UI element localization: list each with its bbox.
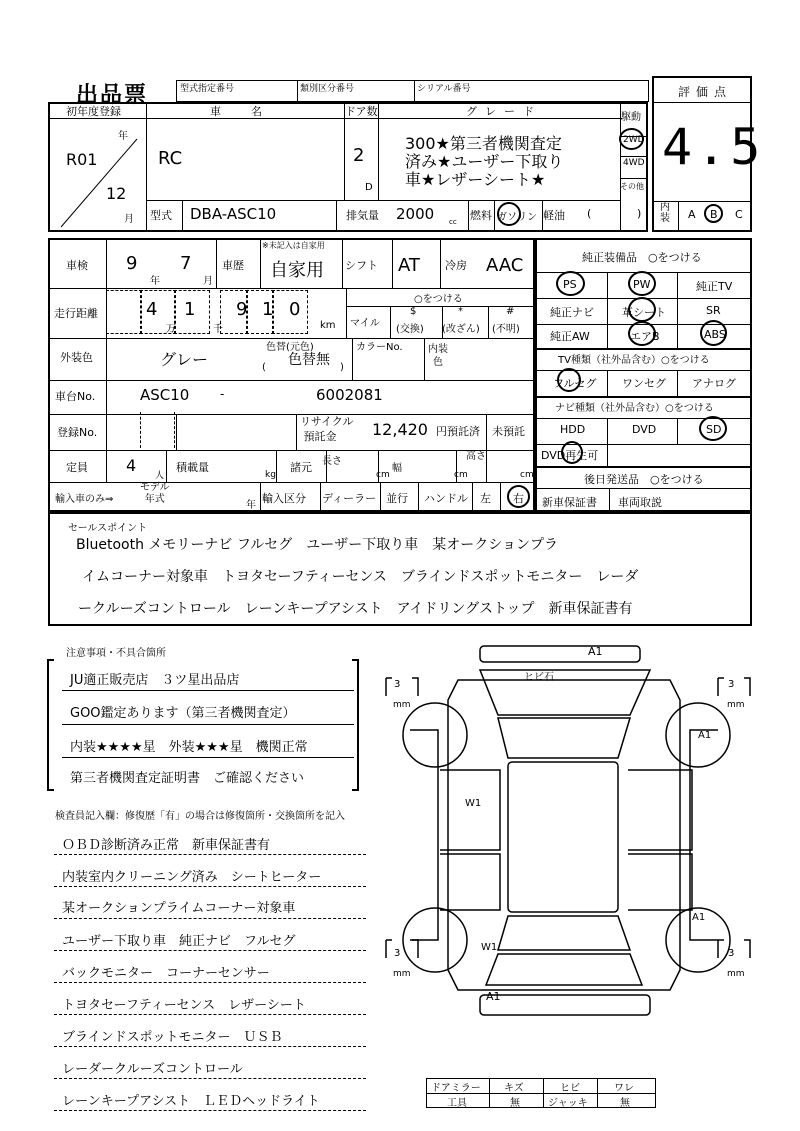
import-year-label: 年 xyxy=(246,500,256,511)
fuel-paren-close: ) xyxy=(637,207,642,220)
inspector-rule-7 xyxy=(54,1046,366,1047)
displacement-unit: cc xyxy=(449,218,457,226)
inspector-line-9: レーンキープアシスト ＬＥＤヘッドライト xyxy=(62,1094,320,1109)
displacement-label: 排気量 xyxy=(346,209,379,222)
import-type-label: 輸入区分 xyxy=(262,492,306,505)
inspector-line-4: ユーザー下取り車 純正ナビ フルセグ xyxy=(62,934,296,949)
mark-left-side: W1 xyxy=(465,798,482,809)
tread-fl-unit: mm xyxy=(393,700,411,710)
import-dealer: ディーラー xyxy=(322,492,377,505)
inspector-rule-1 xyxy=(54,854,366,855)
inspector-line-8: レーダークルーズコントロール xyxy=(62,1062,243,1077)
equip-pw-circle xyxy=(628,271,656,296)
fuel-gasoline-circle xyxy=(497,202,521,226)
equip-sr: SR xyxy=(706,304,721,317)
notes-rule-2 xyxy=(62,724,354,725)
mileage-digit-5: 0 xyxy=(289,299,301,320)
navi-dvd-play: DVD再生可 xyxy=(541,449,599,462)
notes-line-3: 内装★★★★星 外装★★★星 機関正常 xyxy=(70,740,308,755)
mark-right-rear: A1 xyxy=(692,912,706,923)
tool-header-3: ヒビ xyxy=(560,1083,580,1094)
equipment-title: 純正装備品 ○をつける xyxy=(582,251,702,264)
mileage-man-label: 万 xyxy=(166,324,176,335)
page-title: 出品票 xyxy=(76,83,149,108)
inspector-rule-2 xyxy=(54,886,366,887)
chassis-prefix: ASC10 xyxy=(140,386,190,404)
inspector-rule-5 xyxy=(54,982,366,983)
sales-points-label: セールスポイント xyxy=(68,523,148,534)
tv-oneseg: ワンセグ xyxy=(622,377,666,390)
recycle-amount: 12,420 xyxy=(372,420,428,439)
drive-4wd: 4WD xyxy=(623,158,645,168)
mileage-cell-1 xyxy=(106,290,142,334)
doors-value: 2 xyxy=(353,145,365,166)
interior-grade-circle xyxy=(704,204,723,223)
import-label: 輸入車のみ⇒ xyxy=(55,494,114,505)
equip-ps-circle xyxy=(556,271,585,296)
tool-value-2: 無 xyxy=(510,1098,520,1109)
tv-title: TV種類（社外品含む）○をつける xyxy=(558,355,710,366)
equip-ps: PS xyxy=(563,278,577,291)
chassis-label: 車台No. xyxy=(55,390,96,403)
history-note: ※未記入は自家用 xyxy=(262,241,325,250)
mileage-exchange-sym: $ xyxy=(410,306,417,317)
registration-value-cell xyxy=(106,412,210,448)
color-label: 外装色 xyxy=(60,351,93,364)
tv-analog: アナログ xyxy=(692,377,736,390)
notes-line-1: JU適正販売店 ３ツ星出品店 xyxy=(70,673,240,688)
equip-airbag: エアB xyxy=(630,330,660,343)
inspector-rule-6 xyxy=(54,1014,366,1015)
mileage-digit-1: 4 xyxy=(146,299,158,320)
tread-rl-unit: mm xyxy=(393,969,411,979)
tool-value-1: 工具 xyxy=(447,1098,467,1109)
tread-rr-value: 3 xyxy=(728,948,735,959)
grade-line-2: 済み★ユーザー下取り xyxy=(405,152,564,171)
handle-right-circle xyxy=(507,485,530,508)
equip-navi: 純正ナビ xyxy=(550,306,594,319)
sales-point-line-3: ークルーズコントロール レーンキープアシスト アイドリングストップ 新車保証書有 xyxy=(78,601,633,617)
color-value: グレー xyxy=(160,350,209,369)
tread-fr-unit: mm xyxy=(727,700,745,710)
docs-title: 後日発送品 ○をつける xyxy=(584,473,704,486)
recycle-unpaid: 未預託 xyxy=(492,425,525,438)
header-code-box xyxy=(176,80,649,102)
inspector-rule-9 xyxy=(54,1110,366,1111)
mileage-digit-4: 1 xyxy=(262,299,274,320)
first-reg-month-label: 月 xyxy=(124,214,134,225)
load-label: 積載量 xyxy=(176,461,209,474)
interior-grade-a: A xyxy=(688,208,696,221)
dims-width: 幅 xyxy=(392,463,402,474)
notes-line-4: 第三者機関査定証明書 ご確認ください xyxy=(70,771,305,786)
import-parallel: 並行 xyxy=(386,492,408,505)
capacity-value: 4 xyxy=(126,456,137,475)
sales-point-line-1: Bluetooth メモリーナビ フルセグ ユーザー下取り車 某オークションプラ xyxy=(76,537,559,553)
inspector-line-7: ブラインドスポットモニター ＵＳＢ xyxy=(62,1030,283,1045)
model-label: 型式 xyxy=(150,209,172,222)
doors-label: ドア数 xyxy=(345,105,378,118)
dims-length: 長さ xyxy=(322,456,342,467)
docs-manual: 車両取説 xyxy=(618,496,662,509)
sales-point-line-2: イムコーナー対象車 トヨタセーフティーセンス ブラインドスポットモニター レーダ xyxy=(82,569,639,585)
doors-suffix: D xyxy=(365,182,373,193)
tread-rr-unit: mm xyxy=(727,969,745,979)
registration-label: 登録No. xyxy=(57,426,98,439)
drive-label: 駆動 xyxy=(621,112,641,123)
inspector-line-5: バックモニター コーナーセンサー xyxy=(62,966,270,981)
notes-rule-1 xyxy=(62,690,354,691)
chassis-dash: - xyxy=(220,387,225,401)
tool-header-4: ワレ xyxy=(614,1083,634,1094)
drive-other: その他 xyxy=(620,182,644,191)
score-label: 評価点 xyxy=(678,85,733,99)
dims-length-unit: cm xyxy=(376,470,390,480)
history-value: 自家用 xyxy=(270,260,324,281)
equip-tv: 純正TV xyxy=(696,280,733,293)
notes-label: 注意事項・不具合箇所 xyxy=(66,648,166,659)
inspector-label: 検査員記入欄：修復歴「有」の場合は修復箇所・交換箇所を記入 xyxy=(55,811,345,822)
dims-height: 高さ xyxy=(466,451,486,462)
mileage-label: 走行距離 xyxy=(54,307,98,320)
repaint-value: 色替無 xyxy=(288,352,330,368)
equip-abs-circle xyxy=(700,320,727,346)
equip-leather: 革シート xyxy=(622,306,666,319)
shift-value: AT xyxy=(398,255,420,276)
drive-2wd: 2WD xyxy=(623,135,645,145)
navi-dvd: DVD xyxy=(632,423,657,436)
inspector-line-1: ＯＢＤ診断済み正常 新車保証書有 xyxy=(62,838,271,853)
mileage-unknown: (不明) xyxy=(492,324,520,335)
mileage-km-label: km xyxy=(320,320,336,331)
recycle-unit: 円預託済 xyxy=(436,425,480,438)
shaken-month: 7 xyxy=(180,253,192,274)
handle-label: ハンドル xyxy=(424,492,468,505)
mileage-altered: (改ざん) xyxy=(442,324,480,335)
first-reg-year-label: 年 xyxy=(118,131,128,142)
mark-rear-bumper: A1 xyxy=(486,990,501,1003)
tool-value-4: 無 xyxy=(620,1098,630,1109)
interior-grade-b: B xyxy=(710,208,718,221)
equip-leather-circle xyxy=(628,297,656,322)
mileage-altered-sym: * xyxy=(458,306,463,317)
equip-abs: ABS xyxy=(704,328,726,341)
inspector-rule-8 xyxy=(54,1078,366,1079)
handle-right: 右 xyxy=(513,492,524,505)
tread-fr-value: 3 xyxy=(728,679,735,690)
import-model-year-label: モデル 年式 xyxy=(140,482,170,505)
capacity-person: 人 xyxy=(155,471,165,481)
color-no-label: カラーNo. xyxy=(356,342,403,353)
fuel-diesel: 軽油 xyxy=(543,209,565,222)
score-value: 4.5 xyxy=(662,118,765,176)
car-name-value: RC xyxy=(158,148,183,169)
displacement-value: 2000 xyxy=(396,205,435,223)
tool-value-3: ジャッキ xyxy=(548,1098,588,1109)
category-code-label: 類別区分番号 xyxy=(300,84,355,94)
tv-fullseg-circle xyxy=(557,368,581,392)
chassis-number: 6002081 xyxy=(316,386,383,404)
repaint-paren-open: ( xyxy=(262,362,266,373)
fuel-gasoline: ガソリン xyxy=(497,212,537,223)
ac-label: 冷房 xyxy=(445,259,467,272)
inspector-rule-4 xyxy=(54,950,366,951)
grade-line-1: 300★第三者機関査定 xyxy=(405,134,562,153)
grade-label: グレード xyxy=(466,105,542,118)
mileage-digit-2: 1 xyxy=(184,299,196,320)
load-unit: kg xyxy=(265,470,276,480)
interior-color-label: 内装 色 xyxy=(428,344,448,368)
interior-label: 内 装 xyxy=(660,202,670,224)
tread-rl-value: 3 xyxy=(394,948,401,959)
navi-dvd-play-circle xyxy=(561,441,583,464)
equip-pw: PW xyxy=(633,278,651,291)
shift-label: シフト xyxy=(345,259,378,272)
dims-label: 諸元 xyxy=(290,461,312,474)
mileage-mile: マイル xyxy=(350,318,380,329)
tv-fullseg: フルセグ xyxy=(553,377,597,390)
first-reg-era-year: R01 xyxy=(66,150,98,169)
notes-line-2: GOO鑑定あります（第三者機関査定） xyxy=(70,706,296,721)
inspector-line-2: 内装室内クリーニング済み シートヒーター xyxy=(62,870,322,885)
shaken-year: 9 xyxy=(126,253,138,274)
drive-2wd-circle xyxy=(619,128,644,150)
ac-value: AAC xyxy=(486,255,524,276)
tool-header-2: キズ xyxy=(504,1083,524,1094)
interior-grade-c: C xyxy=(735,208,743,221)
shaken-month-label: 月 xyxy=(203,276,213,287)
mark-left-rear: W1 xyxy=(481,942,498,953)
grade-line-3: 車★レザーシート★ xyxy=(405,170,546,189)
dims-height-unit: cm xyxy=(520,470,534,480)
first-reg-label: 初年度登録 xyxy=(66,105,121,118)
inspector-line-3: 某オークションプライムコーナー対象車 xyxy=(62,901,296,916)
notes-rule-3 xyxy=(62,757,354,758)
navi-title: ナビ種類（社外品含む）○をつける xyxy=(555,403,714,414)
mileage-exchange: (交換) xyxy=(396,324,424,335)
history-label: 車歴 xyxy=(222,259,244,272)
mark-windshield: ヒビ石 xyxy=(524,672,554,683)
model-value: DBA-ASC10 xyxy=(190,205,277,223)
navi-sd: SD xyxy=(706,423,722,436)
equip-aw: 純正AW xyxy=(550,330,590,343)
inspector-rule-3 xyxy=(54,918,366,919)
mark-front-bumper: A1 xyxy=(588,645,603,658)
capacity-label: 定員 xyxy=(66,461,88,474)
equip-airbag-circle xyxy=(628,321,656,346)
mileage-digit-3: 9 xyxy=(236,299,248,320)
mileage-unknown-sym: # xyxy=(506,306,515,317)
shaken-label: 車検 xyxy=(66,259,88,272)
repaint-label: 色替(元色) xyxy=(266,342,314,353)
docs-warranty: 新車保証書 xyxy=(542,496,597,509)
tool-header-1: ドアミラー xyxy=(431,1083,481,1094)
first-reg-month: 12 xyxy=(106,184,127,203)
mileage-sen-label: 千 xyxy=(213,324,223,335)
model-code-label: 型式指定番号 xyxy=(180,84,235,94)
fuel-label: 燃料 xyxy=(470,209,492,222)
navi-hdd: HDD xyxy=(560,423,586,436)
inspector-line-6: トヨタセーフティーセンス レザーシート xyxy=(62,998,306,1013)
dims-width-unit: cm xyxy=(454,470,468,480)
handle-left: 左 xyxy=(480,492,491,505)
repaint-paren-close: ) xyxy=(340,362,344,373)
car-name-label: 車名 xyxy=(210,105,292,118)
serial-label: シリアル番号 xyxy=(417,84,471,94)
car-body-diagram xyxy=(380,640,760,1030)
mark-right-front: A1 xyxy=(698,730,712,741)
navi-sd-circle xyxy=(699,416,727,441)
shaken-year-label: 年 xyxy=(150,276,160,287)
fuel-paren-open: ( xyxy=(587,207,592,220)
tread-fl-value: 3 xyxy=(394,679,401,690)
mileage-circle-note: ○をつける xyxy=(414,294,463,305)
recycle-label: リサイクル 預託金 xyxy=(300,415,354,443)
